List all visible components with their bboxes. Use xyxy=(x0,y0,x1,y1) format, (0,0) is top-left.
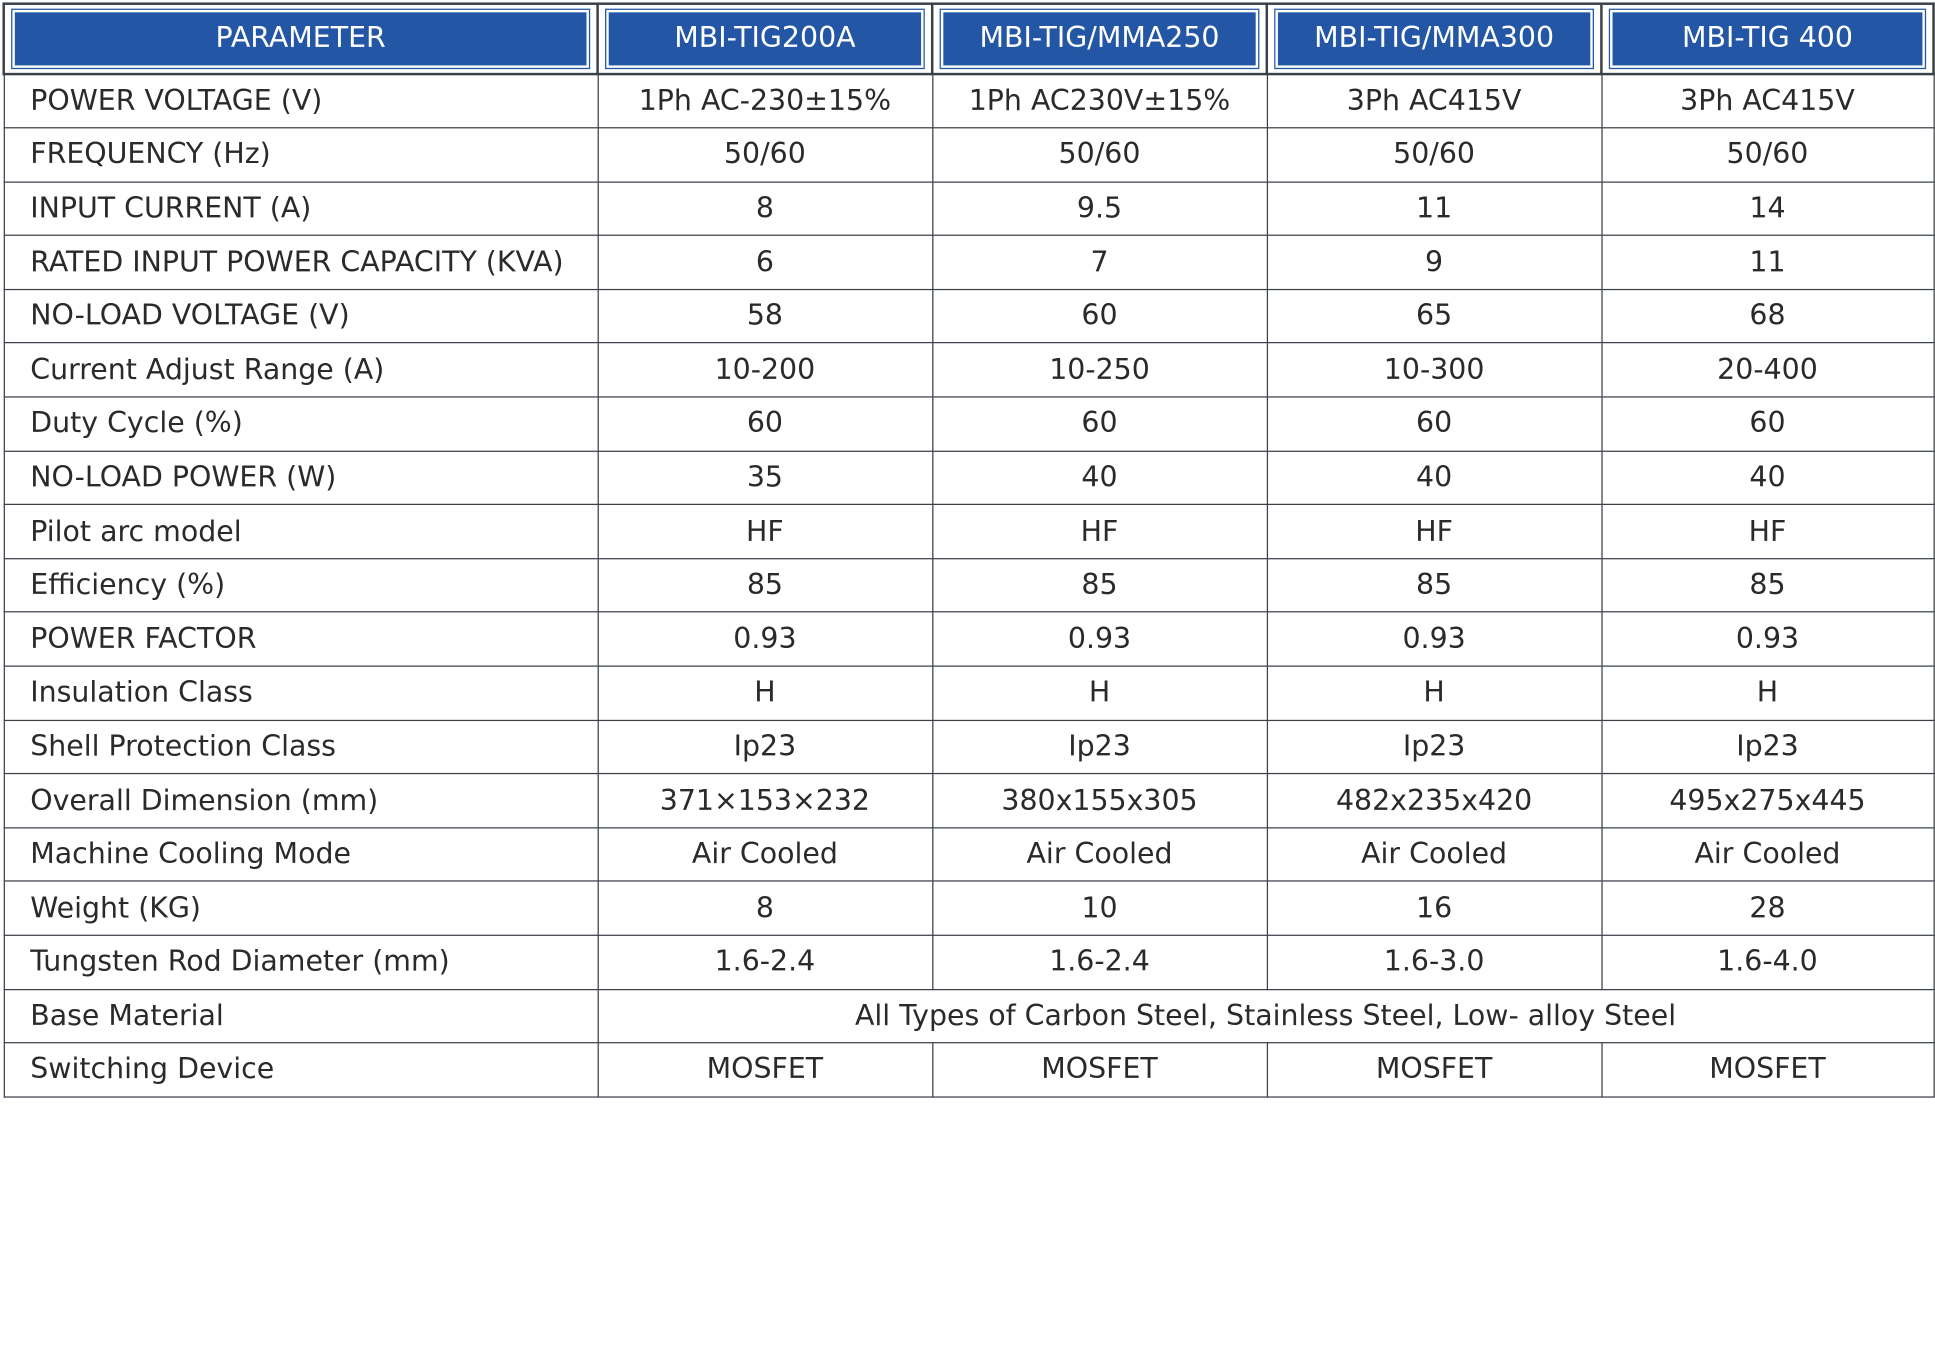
value-cell: 60 xyxy=(932,289,1267,343)
table-row xyxy=(4,881,1934,935)
table-row xyxy=(4,612,1934,666)
table-row xyxy=(4,128,1934,182)
table-row xyxy=(4,1043,1934,1097)
parameter-label: Shell Protection Class xyxy=(4,720,598,774)
value-cell: 40 xyxy=(1601,451,1933,505)
value-cell: 1.6-2.4 xyxy=(932,935,1267,989)
spec-table xyxy=(2,2,1934,1097)
value-cell: H xyxy=(598,666,933,720)
parameter-label: Tungsten Rod Diameter (mm) xyxy=(4,935,598,989)
value-cell: 10-250 xyxy=(932,343,1267,397)
value-cell: 8 xyxy=(598,881,933,935)
table-row xyxy=(4,720,1934,774)
value-cell: 40 xyxy=(1267,451,1602,505)
value-cell: Ip23 xyxy=(932,720,1267,774)
value-cell: 371×153×232 xyxy=(598,774,933,828)
value-cell: HF xyxy=(1267,505,1602,559)
table-row xyxy=(4,343,1934,397)
parameter-label: NO-LOAD VOLTAGE (V) xyxy=(4,289,598,343)
value-cell: 35 xyxy=(598,451,933,505)
value-cell: 0.93 xyxy=(932,612,1267,666)
table-row xyxy=(4,451,1934,505)
value-cell: 50/60 xyxy=(932,128,1267,182)
value-cell: 6 xyxy=(598,236,933,290)
parameter-label: Insulation Class xyxy=(4,666,598,720)
value-cell: MOSFET xyxy=(598,1043,933,1097)
value-cell: Air Cooled xyxy=(1267,828,1602,882)
header-label-model: MBI-TIG 400 xyxy=(1610,10,1925,68)
value-cell: 14 xyxy=(1601,182,1933,236)
value-cell: 380x155x305 xyxy=(932,774,1267,828)
value-cell: 10-200 xyxy=(598,343,933,397)
value-cell: 58 xyxy=(598,289,933,343)
value-cell: 60 xyxy=(598,397,933,451)
value-cell: 8 xyxy=(598,182,933,236)
value-cell: H xyxy=(932,666,1267,720)
value-cell: 10-300 xyxy=(1267,343,1602,397)
table-row xyxy=(4,666,1934,720)
value-cell: 0.93 xyxy=(598,612,933,666)
table-row xyxy=(4,559,1934,613)
value-cell: Air Cooled xyxy=(932,828,1267,882)
value-cell: 16 xyxy=(1267,881,1602,935)
value-cell: 7 xyxy=(932,236,1267,290)
value-cell: HF xyxy=(932,505,1267,559)
spec-table-body xyxy=(4,74,1934,1097)
parameter-label: POWER VOLTAGE (V) xyxy=(4,74,598,128)
value-cell: 65 xyxy=(1267,289,1602,343)
parameter-label: Efficiency (%) xyxy=(4,559,598,613)
value-cell: H xyxy=(1267,666,1602,720)
value-cell: Ip23 xyxy=(598,720,933,774)
value-cell: 60 xyxy=(932,397,1267,451)
value-cell: HF xyxy=(598,505,933,559)
parameter-label: Current Adjust Range (A) xyxy=(4,343,598,397)
value-cell: 11 xyxy=(1601,236,1933,290)
value-cell: H xyxy=(1601,666,1933,720)
value-cell: 9 xyxy=(1267,236,1602,290)
value-cell: Ip23 xyxy=(1601,720,1933,774)
value-cell: 60 xyxy=(1601,397,1933,451)
parameter-label: Weight (KG) xyxy=(4,881,598,935)
header-label-model: MBI-TIG/MMA250 xyxy=(941,10,1258,68)
value-cell: 60 xyxy=(1267,397,1602,451)
table-row xyxy=(4,774,1934,828)
value-cell: 482x235x420 xyxy=(1267,774,1602,828)
value-cell: MOSFET xyxy=(1267,1043,1602,1097)
value-cell: 3Ph AC415V xyxy=(1601,74,1933,128)
spec-table-header xyxy=(4,4,1934,74)
value-cell: 0.93 xyxy=(1267,612,1602,666)
parameter-label: Pilot arc model xyxy=(4,505,598,559)
value-cell: 50/60 xyxy=(598,128,933,182)
header-cell-parameter xyxy=(4,4,598,74)
header-cell-model xyxy=(1601,4,1933,74)
table-row xyxy=(4,182,1934,236)
parameter-label: Overall Dimension (mm) xyxy=(4,774,598,828)
header-label-parameter: PARAMETER xyxy=(12,10,589,68)
value-cell: 1.6-3.0 xyxy=(1267,935,1602,989)
header-cell-model xyxy=(598,4,933,74)
table-row xyxy=(4,935,1934,989)
value-cell: 20-400 xyxy=(1601,343,1933,397)
value-cell: 85 xyxy=(598,559,933,613)
value-cell: 11 xyxy=(1267,182,1602,236)
parameter-label: Duty Cycle (%) xyxy=(4,397,598,451)
parameter-label: FREQUENCY (Hz) xyxy=(4,128,598,182)
value-cell: Ip23 xyxy=(1267,720,1602,774)
parameter-label: Machine Cooling Mode xyxy=(4,828,598,882)
value-cell: 0.93 xyxy=(1601,612,1933,666)
value-cell: HF xyxy=(1601,505,1933,559)
parameter-label: NO-LOAD POWER (W) xyxy=(4,451,598,505)
value-cell: 1.6-4.0 xyxy=(1601,935,1933,989)
value-cell: MOSFET xyxy=(1601,1043,1933,1097)
value-cell: 1Ph AC-230±15% xyxy=(598,74,933,128)
value-cell: Air Cooled xyxy=(1601,828,1933,882)
parameter-label: RATED INPUT POWER CAPACITY (KVA) xyxy=(4,236,598,290)
value-cell: 85 xyxy=(932,559,1267,613)
value-cell: 85 xyxy=(1601,559,1933,613)
value-cell: 1Ph AC230V±15% xyxy=(932,74,1267,128)
header-cell-model xyxy=(932,4,1267,74)
value-cell: 10 xyxy=(932,881,1267,935)
table-row xyxy=(4,236,1934,290)
value-cell: Air Cooled xyxy=(598,828,933,882)
parameter-label: Base Material xyxy=(4,989,598,1043)
value-cell: 28 xyxy=(1601,881,1933,935)
table-row xyxy=(4,828,1934,882)
value-cell: MOSFET xyxy=(932,1043,1267,1097)
table-row xyxy=(4,397,1934,451)
table-row xyxy=(4,289,1934,343)
value-cell: 50/60 xyxy=(1601,128,1933,182)
header-row xyxy=(4,4,1934,74)
parameter-label: INPUT CURRENT (A) xyxy=(4,182,598,236)
table-row xyxy=(4,74,1934,128)
header-label-model: MBI-TIG200A xyxy=(606,10,923,68)
header-cell-model xyxy=(1267,4,1602,74)
value-cell: 495x275x445 xyxy=(1601,774,1933,828)
value-cell: 1.6-2.4 xyxy=(598,935,933,989)
header-label-model: MBI-TIG/MMA300 xyxy=(1275,10,1592,68)
value-cell: 68 xyxy=(1601,289,1933,343)
value-cell: 3Ph AC415V xyxy=(1267,74,1602,128)
value-cell: 85 xyxy=(1267,559,1602,613)
table-row xyxy=(4,505,1934,559)
value-cell: 40 xyxy=(932,451,1267,505)
value-cell: 9.5 xyxy=(932,182,1267,236)
value-cell: 50/60 xyxy=(1267,128,1602,182)
merged-value-cell: All Types of Carbon Steel, Stainless Steel, Low- alloy Steel xyxy=(598,989,1934,1043)
parameter-label: POWER FACTOR xyxy=(4,612,598,666)
parameter-label: Switching Device xyxy=(4,1043,598,1097)
table-row xyxy=(4,989,1934,1043)
